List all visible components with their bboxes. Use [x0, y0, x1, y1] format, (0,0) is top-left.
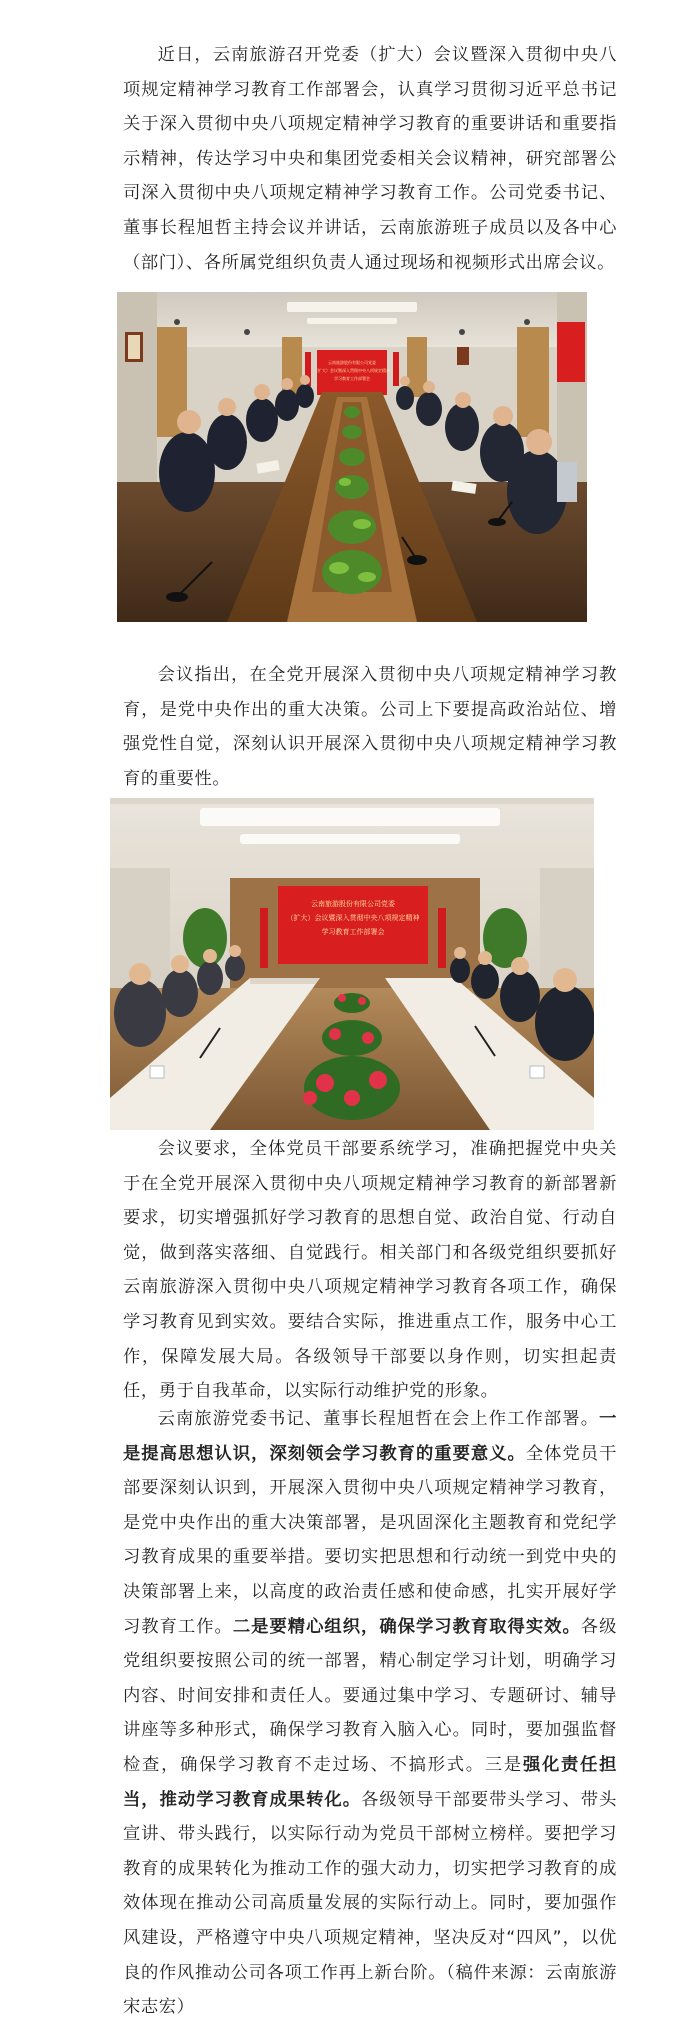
- screen-text-line: （扩大）会议暨深入贯彻中央八项规定精神: [286, 914, 420, 922]
- screen-text-line: 学习教育工作部署会: [321, 928, 385, 936]
- screen-text-line: 云南旅游股份有限公司党委: [328, 360, 376, 365]
- paragraph-requirements: 会议要求，全体党员干部要系统学习，准确把握党中央关于在全党开展深入贯彻中央八项规定精神学习教育的新部署新要求，切实增强抓好学习教育的思想自觉、政治自觉、行动自觉，做到落实落细、自觉践行。相关部门和各级党组织要抓好云南旅游深入贯彻中央八项规定精神学习教育各项工作，确保学习教育见到实效。要结合实际，推进重点工作，服务中心工作，保障发展大局。各级领导干部要以身作则，切实担起责任，勇于自我革命，以实际行动维护党的形象。: [123, 1139, 617, 1402]
- screen-banner-2: [278, 886, 428, 964]
- key-point-one: 一是提高思想认识，深刻领会学习教育的重要意义。: [123, 1409, 617, 1464]
- paragraph-intro: 近日，云南旅游召开党委（扩大）会议暨深入贯彻中央八项规定精神学习教育工作部署会，认真学习贯彻习近平总书记关于深入贯彻中央八项规定精神学习教育的重要讲话和重要指示精神，传达学习中央和集团党委相关会议精神，研究部署公司深入贯彻中央八项规定精神学习教育工作。公司党委书记、董事长程旭哲主持会议并讲话，云南旅游班子成员以及各中心（部门）、各所属党组织负责人通过现场和视频形式出席会议。: [123, 45, 617, 273]
- screen-text-line: （扩大）会议暨深入贯彻中央八项规定精神: [314, 368, 390, 373]
- meeting-photo-1: [117, 292, 587, 622]
- paragraph-deployment: 云南旅游党委书记、董事长程旭哲在会上作工作部署。一是提高思想认识，深刻领会学习教育的重要意义。全体党员干部要深刻认识到，开展深入贯彻中央八项规定精神学习教育，是党中央作出的重大决策部署，是巩固深化主题教育和党纪学习教育成果的重要举措。要切实把思想和行动统一到党中央的决策部署上来，以高度的政治责任感和使命感，扎实开展好学习教育工作。二是要精心组织，确保学习教育取得实效。各级党组织要按照公司的统一部署，精心制定学习计划，明确学习内容、时间安排和责任人。要通过集中学习、专题研讨、辅导讲座等多种形式，确保学习教育入脑入心。同时，要加强监督检查，确保学习教育不走过场、不搞形式。三是强化责任担当，推动学习教育成果转化。各级领导干部要带头学习、带头宣讲、带头践行，以实际行动为党员干部树立榜样。要把学习教育的成果转化为推动工作的强大动力，切实把学习教育的成效体现在推动公司高质量发展的实际行动上。同时，要加强作风建设，严格遵守中央八项规定精神，坚决反对“四风”，以优良的作风推动公司各项工作再上新台阶。（稿件来源：云南旅游 宋志宏）: [123, 1409, 617, 2018]
- meeting-photo-1-image: [117, 292, 587, 622]
- key-point-three: 强化责任担当，推动学习教育成果转化。: [123, 1754, 617, 1810]
- screen-text-line: 云南旅游股份有限公司党委: [311, 900, 395, 908]
- screen-text-line: 学习教育工作部署会: [334, 376, 370, 381]
- key-point-two: 二是要精心组织，确保学习教育取得实效。: [232, 1616, 581, 1637]
- paragraph-meeting-points: 会议指出，在全党开展深入贯彻中央八项规定精神学习教育，是党中央作出的重大决策。公司上下要提高政治站位、增强党性自觉，深刻认识开展深入贯彻中央八项规定精神学习教育的重要性。: [123, 665, 617, 789]
- meeting-photo-2: [110, 798, 594, 1130]
- meeting-photo-2-image: [110, 798, 594, 1130]
